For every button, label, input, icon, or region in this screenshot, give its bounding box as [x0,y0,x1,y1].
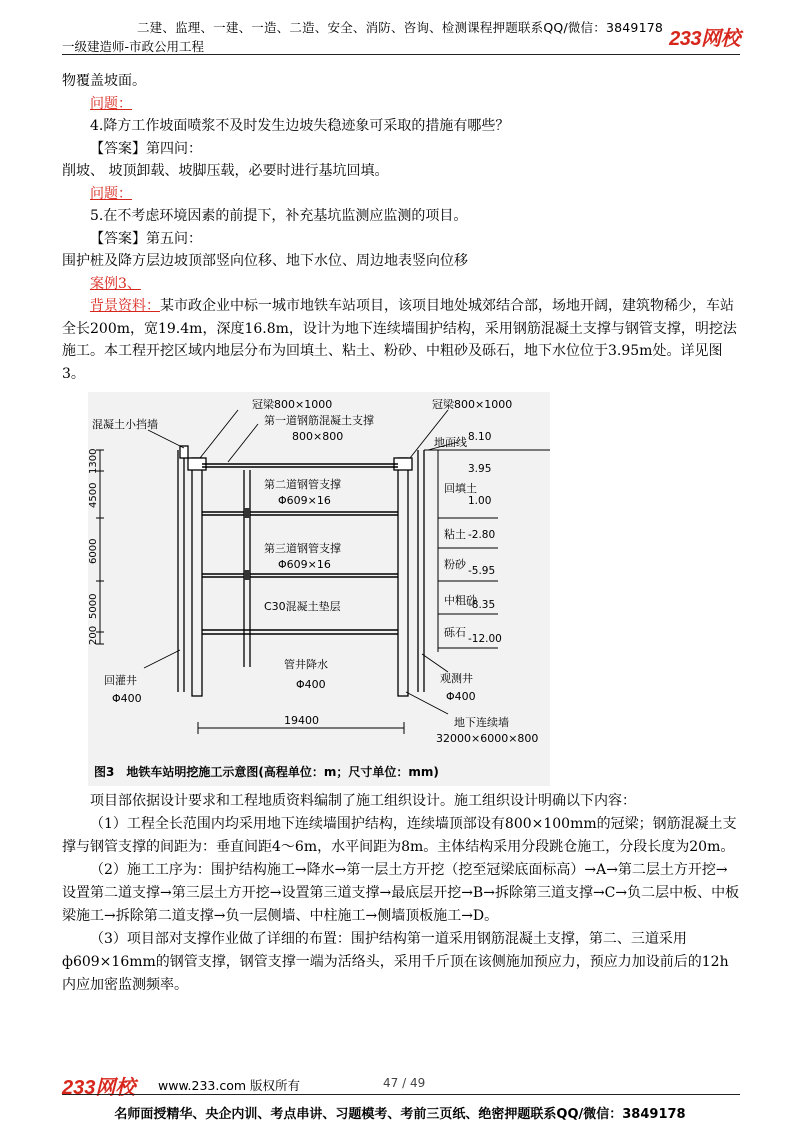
label-crown-beam-left: 冠梁800×1000 [252,398,333,411]
header-logo: 233网校 [669,28,740,50]
main-content-2 [62,790,740,997]
dim-6000: 6000 [88,538,99,564]
paragraph: 物覆盖坡面。 [62,73,146,89]
dim-4500: 4500 [88,482,99,508]
answer-5: 围护桩及降方层边坡顶部竖向位移、地下水位、周边地表竖向位移 [62,253,468,269]
label-width: 19400 [284,714,319,727]
answer-label-5: 【答案】第五问： [90,230,202,247]
label-obs-well: 观测井 [440,672,473,685]
dim-200: 200 [88,625,99,645]
stratum-clay: 粘土 [444,528,466,541]
header-divider [62,54,740,55]
elev--8.35: -8.35 [468,599,496,611]
answer-label-4: 【答案】第四问： [90,140,202,157]
label-crown-beam-right: 冠梁800×1000 [432,398,513,411]
dim-1300: 1300 [88,448,99,474]
label-dewater-well: 管井降水 [284,658,328,671]
label-obs-size: Φ400 [446,690,476,703]
elev--12.00: -12.00 [468,633,502,645]
question-label: 问题： [90,185,132,202]
item-2: （2）施工工序为：围护结构施工→降水→第一层土方开挖（挖至冠梁底面标高）→A→第二层土方开挖→设置第二道支撑→第三层土方开挖→设置第三道支撑→最底层开挖→B→拆除第三道支撑→C→负二层中板、中板梁施工→拆除第二道支撑→负一层侧墙、中柱施工→侧墙顶板施工→D。 [62,862,740,924]
background-label: 背景资料： [90,298,160,314]
main-content [62,70,740,385]
header-subtitle: 一级建造师-市政公用工程 [62,39,205,54]
question-label: 问题： [90,95,132,112]
elev-3.95: 3.95 [468,463,492,475]
label-recharge-size: Φ400 [112,692,142,705]
label-strut1-size: 800×800 [292,430,344,443]
case-label: 案例3、 [90,275,141,292]
label-diaphragm-size: 32000×6000×800 [436,732,539,745]
question-4: 4.降方工作坡面喷浆不及时发生边坡失稳迹象可采取的措施有哪些？ [90,118,510,134]
label-strut3: 第三道钢管支撑 [264,542,341,555]
stratum-fill: 回填土 [444,482,477,495]
label-diaphragm: 地下连续墙 [454,716,509,729]
header-banner: 二建、监理、一建、一造、二造、安全、消防、咨询、检测课程押题联系QQ/微信：3849178 [136,20,664,35]
label-recharge-well: 回灌井 [104,674,137,687]
strut-nodes [244,508,250,580]
page-number: 47 / 49 [383,1076,426,1090]
elev--5.95: -5.95 [468,565,496,577]
label-strut2: 第二道钢管支撑 [264,478,341,491]
label-strut1: 第一道钢筋混凝土支撑 [264,414,374,427]
answer-4: 削坡、 坡顶卸载、坡脚压载，必要时进行基坑回填。 [62,163,389,179]
question-5: 5.在不考虑环境因素的前提下，补充基坑监测应监测的项目。 [90,208,468,224]
label-dewater-size: Φ400 [296,678,326,691]
background-text: 某市政企业中标一城市地铁车站项目，该项目地处城郊结合部，场地开阔，建筑物稀少，车站全长200m，宽19.4m，深度16.8m，设计为地下连续墙围护结构，采用钢筋混凝土支撑与钢管支撑，明挖法施工。本工程开挖区域内地层分布为回填土、粘土、粉砂、中粗砂及砾石，地下水位位于3.95m处。详见图3。 [62,298,737,382]
footer-logo: 233网校 [62,1077,136,1099]
label-strut3-size: Φ609×16 [278,558,331,571]
paragraph: 项目部依据设计要求和工程地质资料编制了施工组织设计。施工组织设计明确以下内容： [90,793,636,809]
dim-5000: 5000 [88,593,99,619]
construction-diagram [88,392,550,786]
label-strut2-size: Φ609×16 [278,494,331,507]
elev-1.00: 1.00 [468,495,492,507]
footer-divider [62,1094,740,1095]
label-small-wall: 混凝土小挡墙 [92,418,158,431]
item-3: （3）项目部对支撑作业做了详细的布置：围护结构第一道采用钢筋混凝土支撑，第二、三道采用ф609×16mm的钢管支撑，钢管支撑一端为活络头，采用千斤顶在该侧施加预应力，预应力加设前后的12h内应加密监测频率。 [62,931,729,993]
item-1: （1）工程全长范围内均采用地下连续墙围护结构，连续墙顶部设有800×100mm的冠梁；钢筋混凝土支撑与钢管支撑的间距为：垂直间距4～6m，水平间距为8m。主体结构采用分段跳仓施工，分段长度为20m。 [62,816,737,855]
figure-caption: 图3 地铁车站明挖施工示意图(高程单位：m；尺寸单位：mm) [94,765,439,779]
label-cushion: C30混凝土垫层 [264,600,341,613]
elev-8.10: 8.10 [468,431,492,443]
stratum-silty-sand: 粉砂 [444,558,466,571]
elev--2.80: -2.80 [468,529,496,541]
stratum-gravel: 砾石 [444,626,466,639]
stratum-coarse-sand: 中粗砂 [444,594,477,607]
footer-copyright: www.233.com 版权所有 [158,1078,300,1093]
label-ground-line: 地面线 [434,436,467,449]
footer-banner: 名师面授精华、央企内训、考点串讲、习题模考、考前三页纸、绝密押题联系QQ/微信：3849178 [114,1107,686,1122]
